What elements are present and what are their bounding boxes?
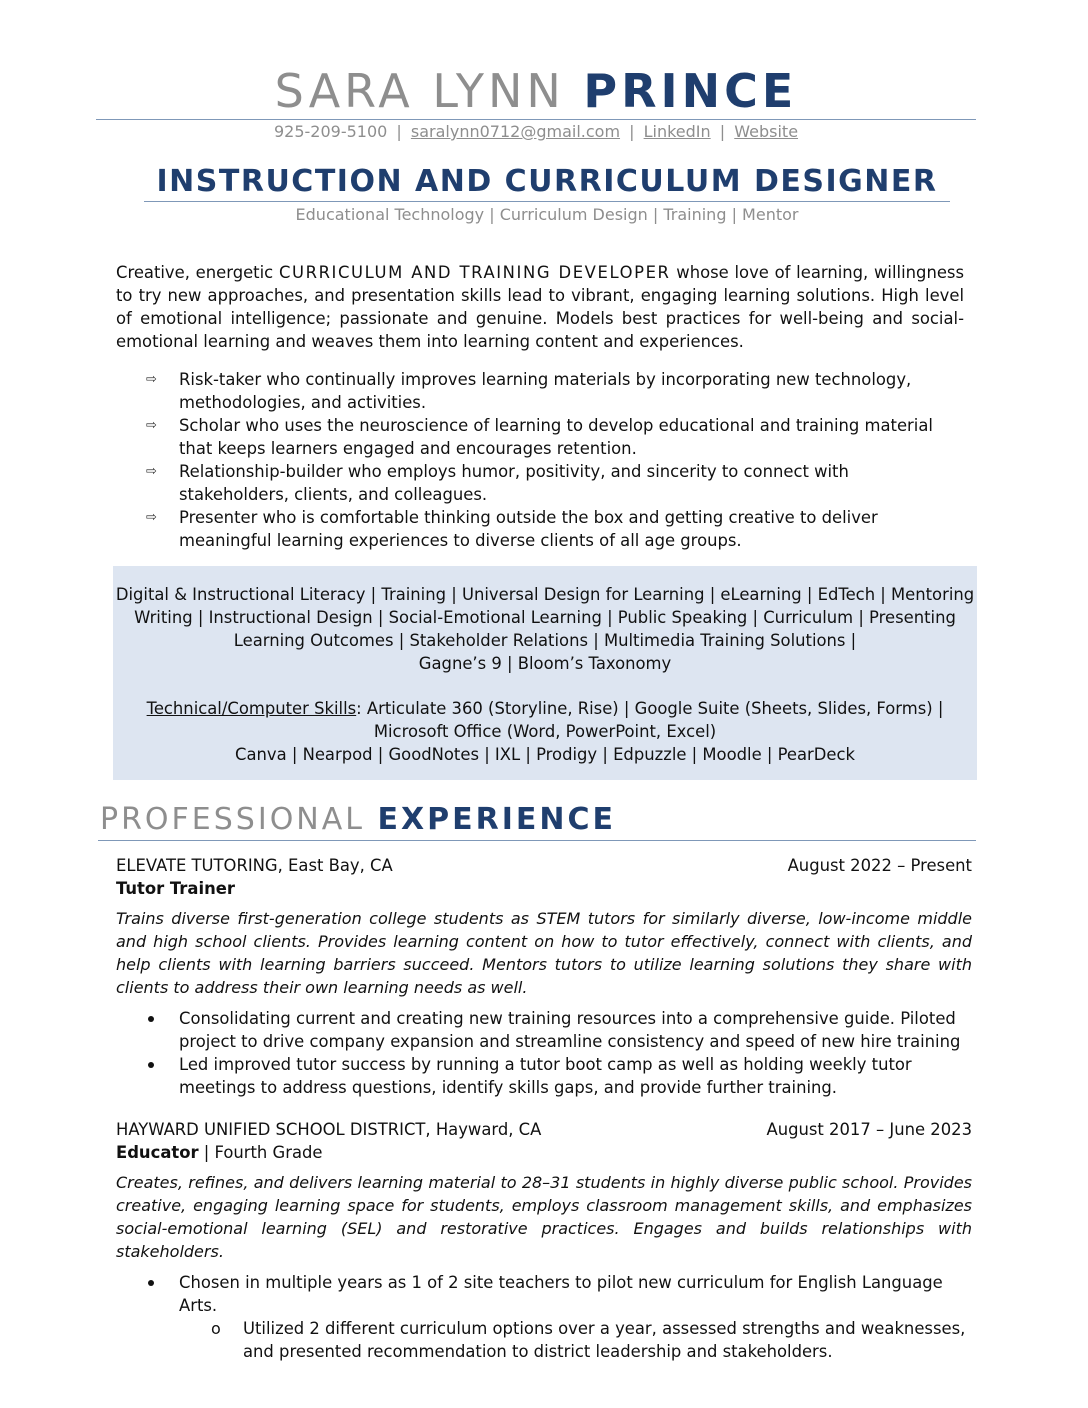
job-entry: [116, 1118, 972, 1363]
heading-bold: EXPERIENCE: [377, 802, 617, 837]
skills-line: Writing | Instructional Design | Social-Emotional Learning | Public Speaking | Curriculum | Presenting: [134, 608, 956, 627]
technical-skills-label: Technical/Computer Skills: [146, 699, 357, 718]
employer: HAYWARD UNIFIED SCHOOL DISTRICT, Hayward, CA: [116, 1120, 542, 1139]
last-name: PRINCE: [583, 64, 798, 118]
job-dates: August 2022 – Present: [787, 856, 972, 875]
skills-box: [113, 566, 977, 780]
linkedin-link[interactable]: LinkedIn: [643, 122, 711, 141]
job-role: [116, 1141, 972, 1164]
summary-point-text: Relationship-builder who employs humor, positivity, and sincerity to connect with stakeholders, clients, and colleagues.: [179, 462, 849, 504]
bullet-icon: [148, 1280, 154, 1286]
employer: ELEVATE TUTORING, East Bay, CA: [116, 856, 393, 875]
separator: |: [629, 122, 635, 141]
job-dates: August 2017 – June 2023: [766, 1120, 972, 1139]
summary-point-text: Presenter who is comfortable thinking outside the box and getting creative to deliver meaningful learning experiences to diverse clients of all age groups.: [179, 508, 878, 550]
technical-skills-line: [113, 697, 977, 720]
separator: |: [396, 122, 402, 141]
skills-line: Learning Outcomes | Stakeholder Relations | Multimedia Training Solutions |: [233, 631, 857, 650]
arrow-icon: ⇨: [146, 510, 157, 525]
circle-bullet-icon: o: [211, 1319, 221, 1338]
bullet-icon: [148, 1062, 154, 1068]
summary-point: [116, 506, 964, 552]
summary-point-text: Scholar who uses the neuroscience of learning to develop educational and training material that keeps learners engaged and encourages retention.: [179, 416, 933, 458]
website-link[interactable]: Website: [734, 122, 799, 141]
summary-lead: Creative, energetic: [116, 263, 279, 282]
job-bullet: [116, 1271, 972, 1317]
summary-point: [116, 414, 964, 460]
job-description: Creates, refines, and delivers learning material to 28–31 students in highly diverse public school. Provides creative, engaging learning space for students, employs classroom management skills, and emphasizes social-emotional learning (SEL) and restorative practices. Engages and builds relationships with stakeholders.: [116, 1173, 972, 1261]
skills-line: Digital & Instructional Literacy | Training | Universal Design for Learning | eLearning | EdTech | Mentoring: [115, 585, 975, 604]
first-name: SARA LYNN: [274, 64, 565, 118]
heading-light: PROFESSIONAL: [100, 802, 365, 837]
arrow-icon: ⇨: [146, 372, 157, 387]
email-link[interactable]: saralynn0712@gmail.com: [410, 122, 621, 141]
bullet-text: Consolidating current and creating new training resources into a comprehensive guide. Piloted project to drive company expansion and streamline consistency and speed of new hire training: [179, 1009, 961, 1051]
contact-line: [96, 121, 976, 143]
summary-rest: whose love of learning, willingness to try new approaches, and presentation skills lead to vibrant, engaging learning solutions. High level of emotional intelligence; passionate and genuine. Models best practices for well-being and social-emotional learning and weaves them into learning content and experiences.: [116, 263, 964, 351]
bullet-icon: [148, 1016, 154, 1022]
arrow-icon: ⇨: [146, 418, 157, 433]
section-divider: [98, 840, 976, 841]
phone-number: 925-209-5100: [273, 122, 388, 141]
title-divider: [144, 201, 950, 202]
job-title: INSTRUCTION AND CURRICULUM DESIGNER: [156, 164, 938, 199]
summary-caps: CURRICULUM AND TRAINING DEVELOPER: [278, 263, 671, 282]
job-sub-bullet: [116, 1317, 972, 1363]
section-heading-experience: [100, 801, 616, 839]
summary-points: [116, 368, 964, 552]
technical-skills-text: : Articulate 360 (Storyline, Rise) | Google Suite (Sheets, Slides, Forms) |: [356, 699, 944, 718]
role-detail: | Fourth Grade: [198, 1143, 323, 1162]
summary-point: [116, 368, 964, 414]
summary-paragraph: [116, 261, 964, 353]
separator: |: [719, 122, 726, 141]
job-bullets: [116, 1007, 972, 1099]
job-sub-bullets: [116, 1317, 972, 1363]
summary-point-text: Risk-taker who continually improves learning materials by incorporating new technology, methodologies, and activities.: [179, 370, 912, 412]
specialties: Educational Technology | Curriculum Design | Training | Mentor: [295, 205, 799, 224]
job-bullets: [116, 1271, 972, 1317]
sub-bullet-text: Utilized 2 different curriculum options over a year, assessed strengths and weaknesses, and presented recommendation to district leadership and stakeholders.: [243, 1319, 966, 1361]
bullet-text: Chosen in multiple years as 1 of 2 site teachers to pilot new curriculum for English Language Arts.: [179, 1273, 943, 1315]
role-title: Tutor Trainer: [116, 879, 235, 898]
job-entry: [116, 854, 972, 1099]
header-divider: [96, 119, 976, 120]
job-description: Trains diverse first-generation college students as STEM tutors for similarly diverse, low-income middle and high school clients. Provides learning content on how to tutor effectively, connect with clients, and help clients with learning barriers succeed. Mentors tutors to utilize learning solutions they share with clients to address their own learning needs as well.: [116, 909, 972, 997]
role-title: Educator: [116, 1143, 199, 1162]
technical-skills-line: Microsoft Office (Word, PowerPoint, Excel): [373, 722, 717, 741]
summary-point: [116, 460, 964, 506]
bullet-text: Led improved tutor success by running a tutor boot camp as well as holding weekly tutor meetings to address questions, identify skills gaps, and provide further training.: [179, 1055, 912, 1097]
skills-line: Gagne’s 9 | Bloom’s Taxonomy: [418, 654, 672, 673]
arrow-icon: ⇨: [146, 464, 157, 479]
candidate-name: [96, 64, 976, 118]
job-bullet: [116, 1007, 972, 1053]
job-bullet: [116, 1053, 972, 1099]
technical-skills-line: Canva | Nearpod | GoodNotes | IXL | Prodigy | Edpuzzle | Moodle | PearDeck: [235, 745, 855, 764]
job-role: [116, 877, 972, 900]
